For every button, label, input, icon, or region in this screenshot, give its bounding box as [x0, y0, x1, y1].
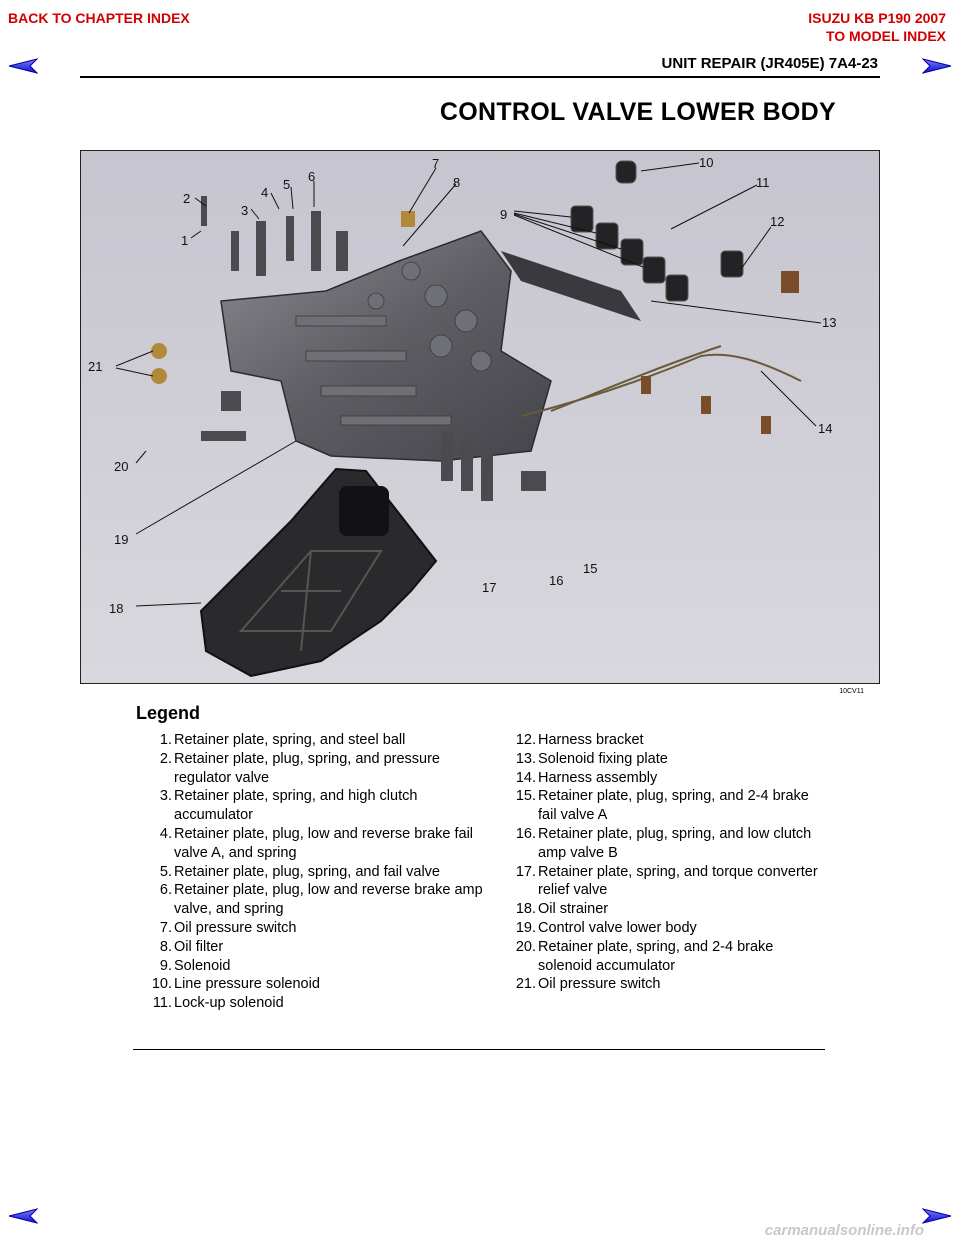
- callout-1: 1: [181, 233, 189, 248]
- section-header-title: UNIT REPAIR (JR405E) 7A4-23: [661, 55, 878, 72]
- callout-2: 2: [183, 191, 191, 206]
- callout-5: 5: [283, 177, 291, 192]
- legend-item: [146, 938, 486, 957]
- legend-item: [146, 750, 486, 788]
- previous-page-arrow-icon[interactable]: [8, 58, 38, 74]
- to-model-index-link[interactable]: TO MODEL INDEX: [825, 28, 946, 44]
- figure-code: 10CV11: [839, 688, 864, 695]
- legend-text: Retainer plate, spring, and torque converter relief valve: [538, 863, 818, 899]
- legend-text: Retainer plate, spring, and 2-4 brake solenoid accumulator: [538, 938, 774, 974]
- legend-item: [510, 900, 830, 919]
- legend-num: 20.: [515, 938, 536, 955]
- page-title: CONTROL VALVE LOWER BODY: [439, 98, 836, 126]
- legend-item: [146, 825, 486, 863]
- legend-num: 21.: [515, 976, 536, 993]
- legend-text: Retainer plate, spring, and high clutch accumulator: [174, 788, 418, 824]
- callout-16: 16: [549, 573, 564, 588]
- callout-3: 3: [241, 203, 249, 218]
- legend-num: 17.: [515, 863, 536, 880]
- previous-page-bottom-arrow-icon[interactable]: [8, 1208, 38, 1224]
- legend-num: 3.: [159, 788, 172, 805]
- back-to-chapter-index-link[interactable]: BACK TO CHAPTER INDEX: [8, 10, 190, 26]
- legend-text: Oil filter: [174, 938, 224, 955]
- next-page-arrow-icon[interactable]: [922, 58, 952, 74]
- callout-4: 4: [261, 185, 269, 200]
- callout-21: 21: [88, 359, 103, 374]
- legend-item: [510, 769, 830, 788]
- legend-right-column: [510, 731, 830, 994]
- next-page-bottom-arrow-icon[interactable]: [922, 1208, 952, 1224]
- callout-17: 17: [482, 580, 497, 595]
- legend-item: [510, 938, 830, 976]
- legend-num: 6.: [159, 882, 172, 899]
- legend-num: 9.: [159, 957, 172, 974]
- callout-11: 11: [756, 175, 770, 190]
- legend-item: [510, 731, 830, 750]
- legend-num: 7.: [159, 919, 172, 936]
- legend-num: 14.: [515, 769, 536, 786]
- callout-15: 15: [583, 561, 598, 576]
- legend-text: Oil pressure switch: [538, 976, 661, 993]
- legend-num: 1.: [159, 732, 172, 748]
- legend-num: 18.: [515, 901, 536, 918]
- legend-num: 2.: [159, 750, 172, 767]
- legend-text: Retainer plate, plug, spring, and fail valve: [174, 863, 440, 880]
- model-title-link[interactable]: ISUZU KB P190 2007: [808, 10, 946, 26]
- legend-item: [146, 881, 486, 919]
- legend-item: [146, 994, 486, 1013]
- header-divider: [80, 76, 880, 78]
- callout-9: 9: [500, 207, 508, 222]
- legend-text: Line pressure solenoid: [174, 976, 320, 993]
- callout-8: 8: [453, 175, 461, 190]
- legend-item: [510, 750, 830, 769]
- callout-19: 19: [114, 532, 129, 547]
- legend-item: [510, 919, 830, 938]
- legend-text: Lock-up solenoid: [174, 995, 284, 1012]
- legend-text: Solenoid: [174, 957, 231, 974]
- legend-num: 15.: [515, 788, 536, 805]
- legend-item: [510, 863, 830, 901]
- legend-text: Retainer plate, spring, and steel ball: [174, 732, 406, 748]
- legend-item: [510, 825, 830, 863]
- legend-text: Retainer plate, plug, spring, and pressure regulator valve: [174, 750, 440, 786]
- legend-item: [146, 919, 486, 938]
- legend-text: Control valve lower body: [538, 919, 697, 936]
- legend-text: Retainer plate, plug, low and reverse brake amp valve, and spring: [174, 882, 483, 918]
- legend-num: 10.: [151, 976, 172, 993]
- callout-14: 14: [818, 421, 833, 436]
- callout-13: 13: [822, 315, 837, 330]
- legend-text: Harness assembly: [538, 769, 658, 786]
- callout-12: 12: [770, 214, 785, 229]
- legend-item: [510, 975, 830, 994]
- legend-item: [146, 731, 486, 750]
- legend-item: [146, 863, 486, 882]
- callout-6: 6: [308, 169, 316, 184]
- callout-20: 20: [114, 459, 129, 474]
- legend-num: 11.: [152, 995, 172, 1012]
- legend-text: Retainer plate, plug, low and reverse brake fail valve A, and spring: [174, 825, 474, 861]
- legend-num: 12.: [515, 732, 536, 748]
- legend-text: Oil pressure switch: [174, 919, 297, 936]
- callout-18: 18: [109, 601, 124, 616]
- legend-left-column: [146, 731, 486, 1013]
- exploded-view-photo: [80, 150, 880, 684]
- legend-num: 16.: [515, 825, 536, 842]
- legend-num: 5.: [159, 863, 172, 880]
- legend-num: 19.: [515, 919, 536, 936]
- callout-7: 7: [432, 156, 440, 171]
- callout-10: 10: [699, 155, 714, 170]
- legend-num: 8.: [159, 938, 172, 955]
- legend-num: 4.: [159, 825, 172, 842]
- legend-heading: Legend: [136, 703, 201, 723]
- legend-text: Retainer plate, plug, spring, and low clutch amp valve B: [538, 825, 812, 861]
- legend-item: [146, 957, 486, 976]
- legend-item: [146, 975, 486, 994]
- legend-item: [146, 787, 486, 825]
- legend-text: Harness bracket: [538, 732, 644, 748]
- legend-text: Retainer plate, plug, spring, and 2-4 brake fail valve A: [538, 788, 809, 824]
- legend-text: Solenoid fixing plate: [538, 750, 668, 767]
- legend-num: 13.: [515, 750, 536, 767]
- footer-divider: [133, 1049, 825, 1050]
- watermark-text: carmanualsonline.info: [764, 1222, 924, 1239]
- legend-text: Oil strainer: [538, 901, 609, 918]
- legend-item: [510, 787, 830, 825]
